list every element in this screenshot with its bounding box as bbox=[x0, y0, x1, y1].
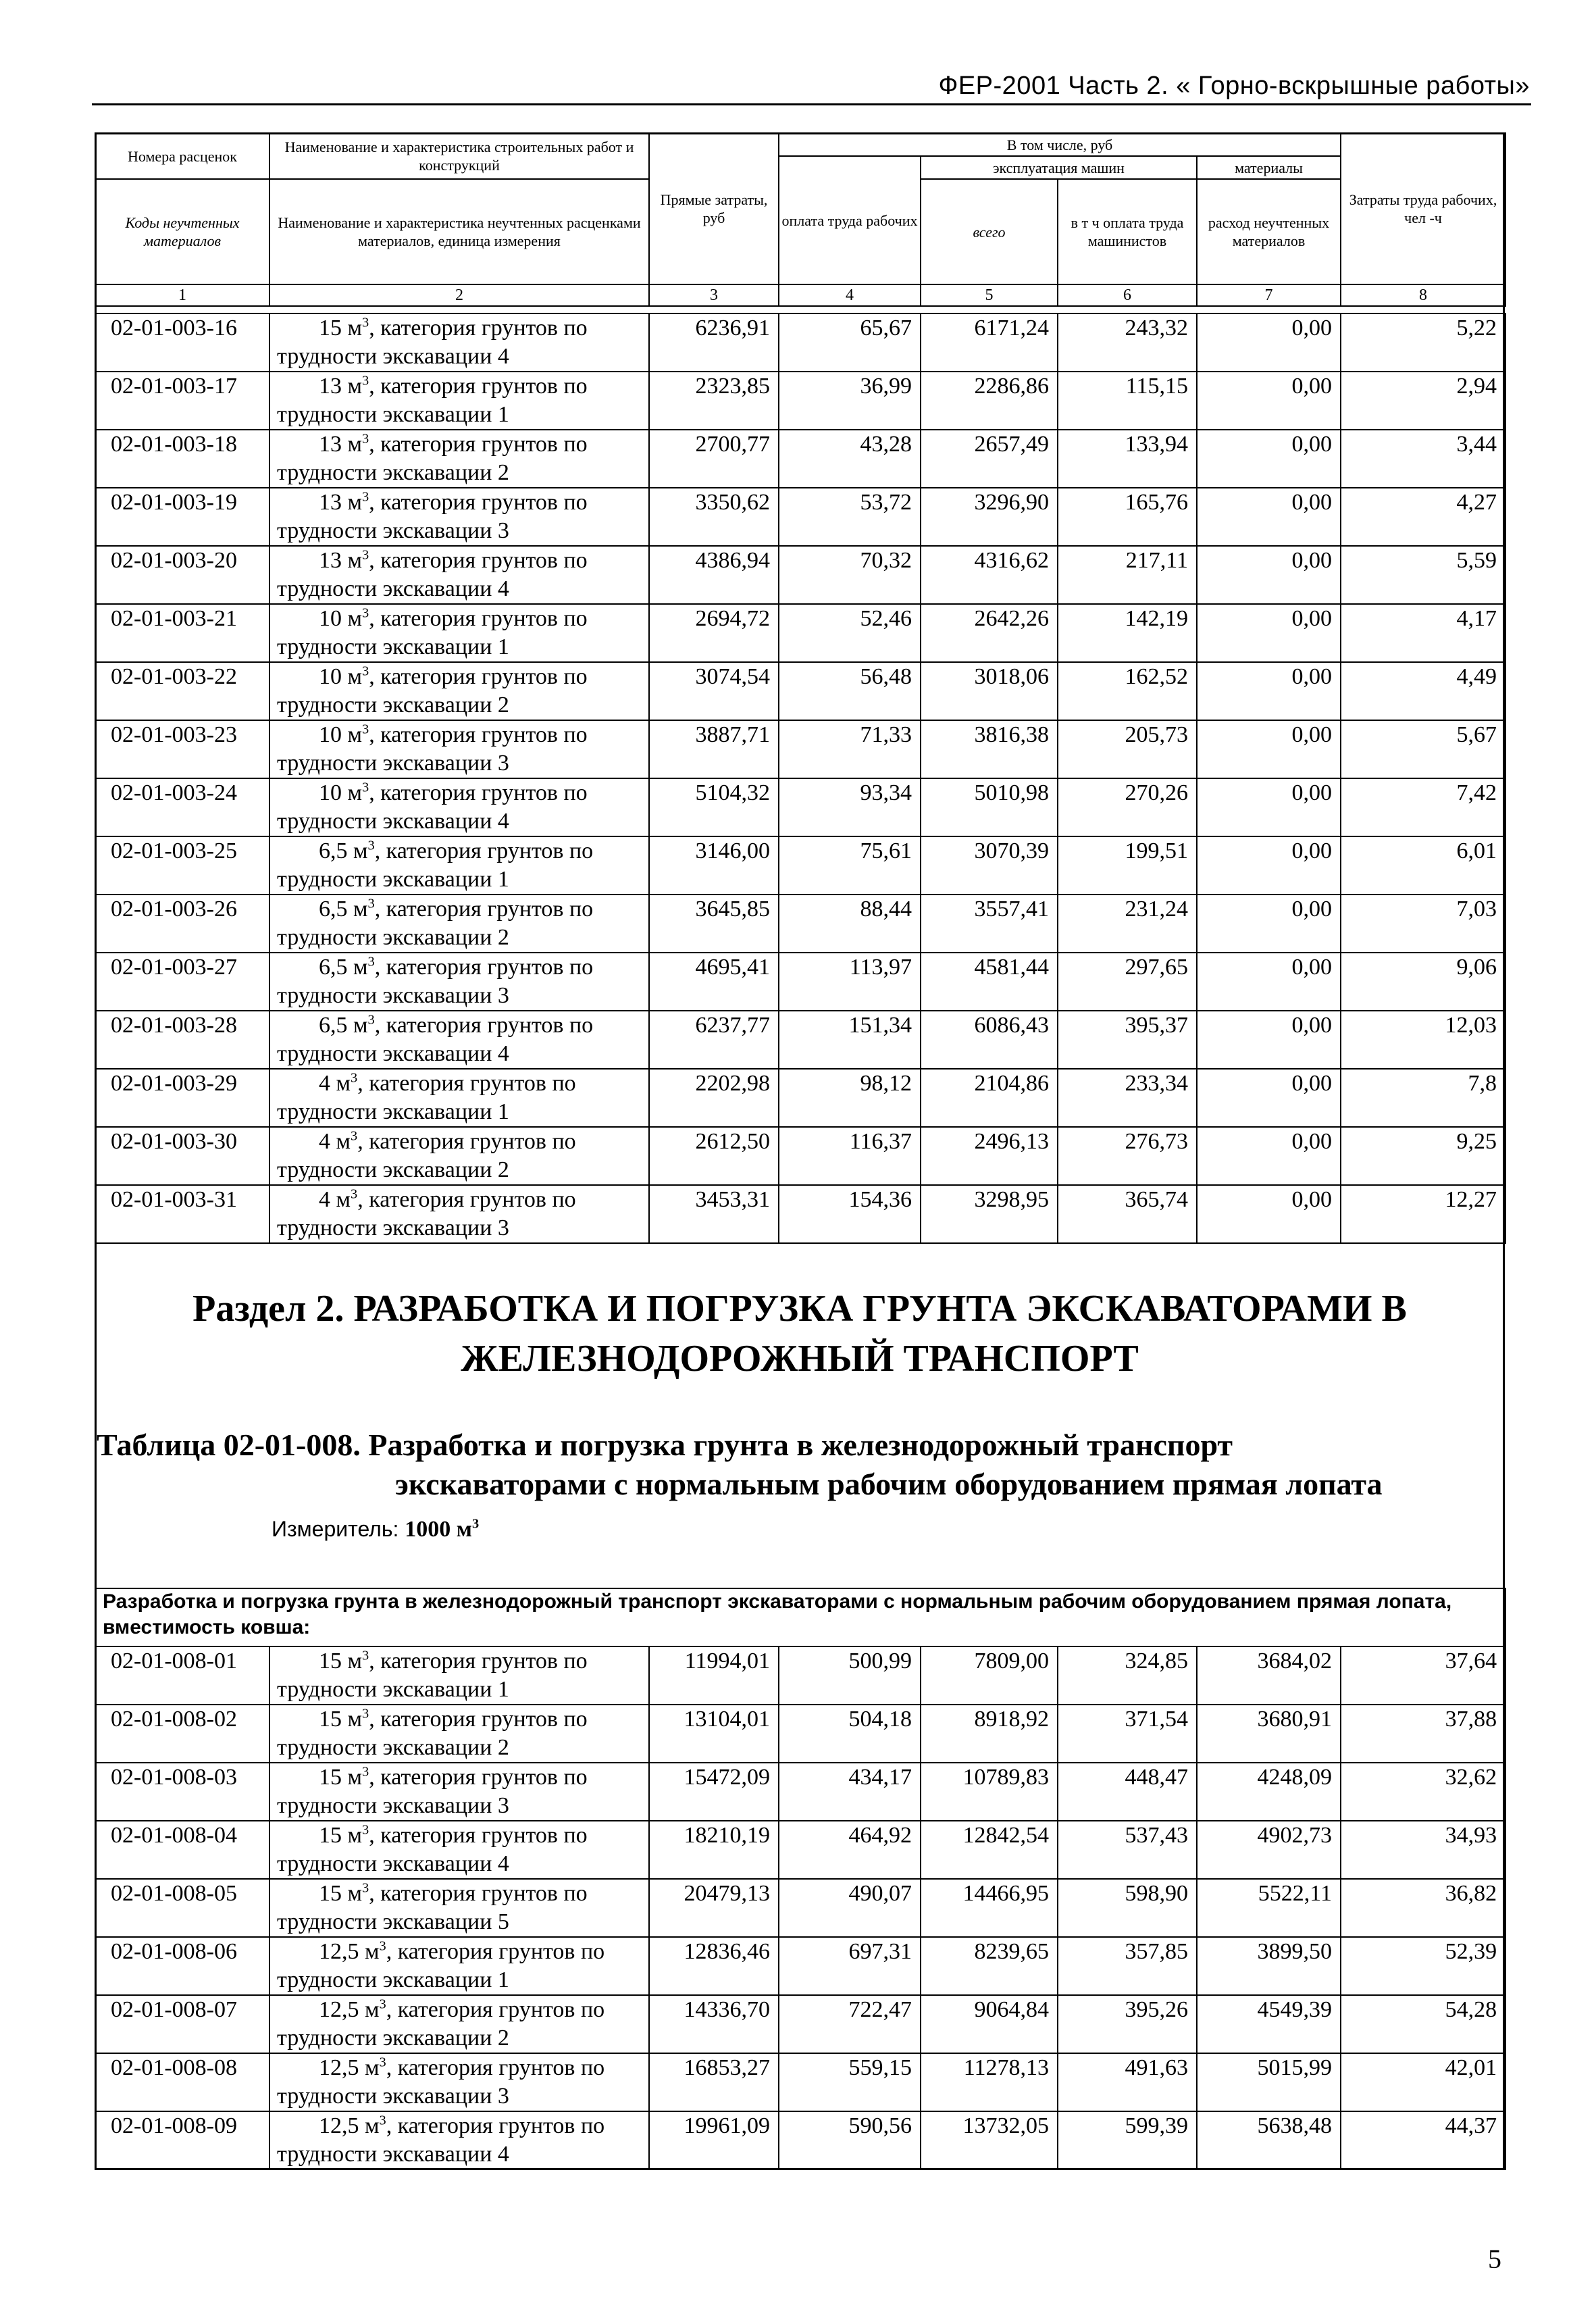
rate-description: 13 $м^3$, категория грунтов по трудности экскавации 1 bbox=[269, 372, 649, 430]
workers-pay-value: 98,12 bbox=[779, 1069, 921, 1127]
header-rates-numbers: Номера расценок bbox=[95, 133, 269, 179]
direct-costs-value: 3350,62 bbox=[649, 488, 779, 546]
table-row bbox=[95, 546, 1505, 604]
materials-value: 0,00 bbox=[1197, 895, 1341, 953]
rate-code: 02-01-008-04 bbox=[95, 1821, 269, 1879]
table-row bbox=[95, 1011, 1505, 1069]
rate-code: 02-01-008-09 bbox=[95, 2111, 269, 2169]
table-row bbox=[95, 1705, 1505, 1763]
column-number: 1 bbox=[95, 284, 269, 306]
materials-value: 0,00 bbox=[1197, 1069, 1341, 1127]
rate-code: 02-01-003-25 bbox=[95, 836, 269, 895]
workers-pay-value: 71,33 bbox=[779, 720, 921, 778]
materials-value: 0,00 bbox=[1197, 953, 1341, 1011]
workers-pay-value: 43,28 bbox=[779, 430, 921, 488]
rate-description: 6,5 $м^3$, категория грунтов по трудности экскавации 3 bbox=[269, 953, 649, 1011]
rate-description: 10 $м^3$, категория грунтов по трудности экскавации 3 bbox=[269, 720, 649, 778]
machines-total-value: 7809,00 bbox=[921, 1646, 1058, 1705]
table-row bbox=[95, 1879, 1505, 1937]
column-number-row bbox=[95, 284, 1505, 306]
workers-pay-value: 490,07 bbox=[779, 1879, 921, 1937]
machines-total-value: 3018,06 bbox=[921, 662, 1058, 720]
operators-pay-value: 395,37 bbox=[1058, 1011, 1197, 1069]
materials-value: 0,00 bbox=[1197, 778, 1341, 836]
operators-pay-value: 165,76 bbox=[1058, 488, 1197, 546]
operators-pay-value: 270,26 bbox=[1058, 778, 1197, 836]
machines-total-value: 12842,54 bbox=[921, 1821, 1058, 1879]
header-rule bbox=[92, 103, 1531, 105]
table-row bbox=[95, 1763, 1505, 1821]
table-row bbox=[95, 1821, 1505, 1879]
rate-description: 10 $м^3$, категория грунтов по трудности экскавации 4 bbox=[269, 778, 649, 836]
labor-value: 4,17 bbox=[1341, 604, 1505, 662]
labor-value: 37,64 bbox=[1341, 1646, 1505, 1705]
operators-pay-value: 365,74 bbox=[1058, 1185, 1197, 1243]
workers-pay-value: 56,48 bbox=[779, 662, 921, 720]
direct-costs-value: 4695,41 bbox=[649, 953, 779, 1011]
materials-value: 0,00 bbox=[1197, 720, 1341, 778]
labor-value: 34,93 bbox=[1341, 1821, 1505, 1879]
rate-description: 10 $м^3$, категория грунтов по трудности экскавации 1 bbox=[269, 604, 649, 662]
table-row bbox=[95, 1127, 1505, 1185]
direct-costs-value: 13104,01 bbox=[649, 1705, 779, 1763]
rate-code: 02-01-003-18 bbox=[95, 430, 269, 488]
rate-code: 02-01-003-31 bbox=[95, 1185, 269, 1243]
header-operators-pay: в т ч оплата труда машинистов bbox=[1058, 179, 1197, 284]
rate-description: 13 $м^3$, категория грунтов по трудности экскавации 2 bbox=[269, 430, 649, 488]
workers-pay-value: 70,32 bbox=[779, 546, 921, 604]
machines-total-value: 2104,86 bbox=[921, 1069, 1058, 1127]
materials-value: 4248,09 bbox=[1197, 1763, 1341, 1821]
table-row bbox=[95, 1937, 1505, 1995]
machines-total-value: 8239,65 bbox=[921, 1937, 1058, 1995]
materials-value: 4902,73 bbox=[1197, 1821, 1341, 1879]
machines-total-value: 2496,13 bbox=[921, 1127, 1058, 1185]
rates-table-008 bbox=[95, 1588, 1506, 2170]
rate-code: 02-01-003-27 bbox=[95, 953, 269, 1011]
rate-code: 02-01-003-24 bbox=[95, 778, 269, 836]
rate-description: 15 $м^3$, категория грунтов по трудности экскавации 5 bbox=[269, 1879, 649, 1937]
materials-value: 4549,39 bbox=[1197, 1995, 1341, 2053]
table-subheading-row bbox=[95, 1588, 1505, 1646]
workers-pay-value: 53,72 bbox=[779, 488, 921, 546]
materials-value: 3899,50 bbox=[1197, 1937, 1341, 1995]
header-pay-workers: оплата труда рабочих bbox=[779, 156, 921, 284]
direct-costs-value: 3453,31 bbox=[649, 1185, 779, 1243]
rate-code: 02-01-008-06 bbox=[95, 1937, 269, 1995]
direct-costs-value: 3146,00 bbox=[649, 836, 779, 895]
column-number: 7 bbox=[1197, 284, 1341, 306]
rate-description: 6,5 $м^3$, категория грунтов по трудности экскавации 4 bbox=[269, 1011, 649, 1069]
machines-total-value: 8918,92 bbox=[921, 1705, 1058, 1763]
materials-value: 3684,02 bbox=[1197, 1646, 1341, 1705]
table-title bbox=[97, 1426, 1501, 1504]
section-heading bbox=[101, 1284, 1498, 1384]
column-header-table bbox=[95, 132, 1506, 307]
rate-description: 12,5 $м^3$, категория грунтов по трудности экскавации 1 bbox=[269, 1937, 649, 1995]
labor-value: 9,06 bbox=[1341, 953, 1505, 1011]
machines-total-value: 3296,90 bbox=[921, 488, 1058, 546]
rate-description: 6,5 $м^3$, категория грунтов по трудности экскавации 1 bbox=[269, 836, 649, 895]
rate-code: 02-01-003-19 bbox=[95, 488, 269, 546]
column-number: 2 bbox=[269, 284, 649, 306]
machines-total-value: 6171,24 bbox=[921, 313, 1058, 372]
labor-value: 5,59 bbox=[1341, 546, 1505, 604]
direct-costs-value: 18210,19 bbox=[649, 1821, 779, 1879]
direct-costs-value: 3887,71 bbox=[649, 720, 779, 778]
header-machines-total: всего bbox=[921, 179, 1058, 284]
materials-value: 0,00 bbox=[1197, 1127, 1341, 1185]
direct-costs-value: 2612,50 bbox=[649, 1127, 779, 1185]
workers-pay-value: 559,15 bbox=[779, 2053, 921, 2111]
workers-pay-value: 697,31 bbox=[779, 1937, 921, 1995]
header-materials: материалы bbox=[1197, 156, 1341, 179]
labor-value: 7,42 bbox=[1341, 778, 1505, 836]
operators-pay-value: 324,85 bbox=[1058, 1646, 1197, 1705]
measure-label: Измеритель: bbox=[272, 1517, 399, 1541]
labor-value: 12,27 bbox=[1341, 1185, 1505, 1243]
rate-description: 12,5 $м^3$, категория грунтов по трудности экскавации 4 bbox=[269, 2111, 649, 2169]
header-material-codes: Коды неучтенных материалов bbox=[95, 179, 269, 284]
machines-total-value: 4316,62 bbox=[921, 546, 1058, 604]
operators-pay-value: 598,90 bbox=[1058, 1879, 1197, 1937]
workers-pay-value: 504,18 bbox=[779, 1705, 921, 1763]
workers-pay-value: 151,34 bbox=[779, 1011, 921, 1069]
operators-pay-value: 276,73 bbox=[1058, 1127, 1197, 1185]
table-row bbox=[95, 604, 1505, 662]
machines-total-value: 10789,83 bbox=[921, 1763, 1058, 1821]
operators-pay-value: 217,11 bbox=[1058, 546, 1197, 604]
operators-pay-value: 297,65 bbox=[1058, 953, 1197, 1011]
rate-description: 15 $м^3$, категория грунтов по трудности экскавации 3 bbox=[269, 1763, 649, 1821]
materials-value: 0,00 bbox=[1197, 662, 1341, 720]
machines-total-value: 2642,26 bbox=[921, 604, 1058, 662]
materials-value: 0,00 bbox=[1197, 430, 1341, 488]
workers-pay-value: 154,36 bbox=[779, 1185, 921, 1243]
machines-total-value: 14466,95 bbox=[921, 1879, 1058, 1937]
operators-pay-value: 162,52 bbox=[1058, 662, 1197, 720]
rate-description: 13 $м^3$, категория грунтов по трудности экскавации 4 bbox=[269, 546, 649, 604]
direct-costs-value: 15472,09 bbox=[649, 1763, 779, 1821]
direct-costs-value: 3074,54 bbox=[649, 662, 779, 720]
page-number: 5 bbox=[1488, 2244, 1501, 2274]
labor-value: 7,8 bbox=[1341, 1069, 1505, 1127]
direct-costs-value: 12836,46 bbox=[649, 1937, 779, 1995]
direct-costs-value: 6236,91 bbox=[649, 313, 779, 372]
materials-value: 0,00 bbox=[1197, 372, 1341, 430]
labor-value: 52,39 bbox=[1341, 1937, 1505, 1995]
machines-total-value: 9064,84 bbox=[921, 1995, 1058, 2053]
rate-description: 4 $м^3$, категория грунтов по трудности экскавации 2 bbox=[269, 1127, 649, 1185]
machines-total-value: 3816,38 bbox=[921, 720, 1058, 778]
document-header-title: ФЕР-2001 Часть 2. « Горно-вскрышные работы» bbox=[938, 72, 1530, 100]
table-row bbox=[95, 488, 1505, 546]
table-row bbox=[95, 2053, 1505, 2111]
rate-description: 15 $м^3$, категория грунтов по трудности экскавации 2 bbox=[269, 1705, 649, 1763]
table-row bbox=[95, 1995, 1505, 2053]
workers-pay-value: 590,56 bbox=[779, 2111, 921, 2169]
materials-value: 0,00 bbox=[1197, 836, 1341, 895]
labor-value: 7,03 bbox=[1341, 895, 1505, 953]
rate-description: 15 $м^3$, категория грунтов по трудности экскавации 4 bbox=[269, 313, 649, 372]
table-row bbox=[95, 1185, 1505, 1243]
rate-code: 02-01-003-16 bbox=[95, 313, 269, 372]
materials-value: 0,00 bbox=[1197, 546, 1341, 604]
materials-value: 5522,11 bbox=[1197, 1879, 1341, 1937]
rate-code: 02-01-003-20 bbox=[95, 546, 269, 604]
workers-pay-value: 93,34 bbox=[779, 778, 921, 836]
table-subheading: Разработка и погрузка грунта в железнодорожный транспорт экскаваторами с нормальным рабочим оборудованием прямая лопата, вместимость ковша: bbox=[95, 1588, 1505, 1646]
operators-pay-value: 395,26 bbox=[1058, 1995, 1197, 2053]
direct-costs-value: 19961,09 bbox=[649, 2111, 779, 2169]
column-number: 4 bbox=[779, 284, 921, 306]
direct-costs-value: 5104,32 bbox=[649, 778, 779, 836]
workers-pay-value: 113,97 bbox=[779, 953, 921, 1011]
machines-total-value: 3557,41 bbox=[921, 895, 1058, 953]
direct-costs-value: 6237,77 bbox=[649, 1011, 779, 1069]
direct-costs-value: 3645,85 bbox=[649, 895, 779, 953]
rate-description: 15 $м^3$, категория грунтов по трудности экскавации 4 bbox=[269, 1821, 649, 1879]
operators-pay-value: 133,94 bbox=[1058, 430, 1197, 488]
rate-code: 02-01-008-02 bbox=[95, 1705, 269, 1763]
rate-code: 02-01-003-23 bbox=[95, 720, 269, 778]
materials-value: 3680,91 bbox=[1197, 1705, 1341, 1763]
table-row bbox=[95, 778, 1505, 836]
labor-value: 2,94 bbox=[1341, 372, 1505, 430]
table-row bbox=[95, 2111, 1505, 2169]
header-machines: эксплуатация машин bbox=[921, 156, 1197, 179]
materials-value: 0,00 bbox=[1197, 604, 1341, 662]
labor-value: 42,01 bbox=[1341, 2053, 1505, 2111]
column-number: 3 bbox=[649, 284, 779, 306]
rate-code: 02-01-003-28 bbox=[95, 1011, 269, 1069]
labor-value: 12,03 bbox=[1341, 1011, 1505, 1069]
machines-total-value: 11278,13 bbox=[921, 2053, 1058, 2111]
labor-value: 54,28 bbox=[1341, 1995, 1505, 2053]
labor-value: 4,49 bbox=[1341, 662, 1505, 720]
workers-pay-value: 88,44 bbox=[779, 895, 921, 953]
header-unaccounted-materials: расход неучтенных материалов bbox=[1197, 179, 1341, 284]
operators-pay-value: 142,19 bbox=[1058, 604, 1197, 662]
materials-value: 5015,99 bbox=[1197, 2053, 1341, 2111]
column-number: 5 bbox=[921, 284, 1058, 306]
header-labor-costs: Затраты труда рабочих, чел -ч bbox=[1341, 133, 1505, 284]
table-row bbox=[95, 1646, 1505, 1705]
section-heading-line: Раздел 2. РАЗРАБОТКА И ПОГРУЗКА ГРУНТА ЭКСКАВАТОРАМИ В bbox=[192, 1288, 1407, 1330]
operators-pay-value: 205,73 bbox=[1058, 720, 1197, 778]
operators-pay-value: 448,47 bbox=[1058, 1763, 1197, 1821]
header-material-names: Наименование и характеристика неучтенных расценками материалов, единица измерения bbox=[269, 179, 649, 284]
operators-pay-value: 491,63 bbox=[1058, 2053, 1197, 2111]
materials-value: 0,00 bbox=[1197, 1185, 1341, 1243]
workers-pay-value: 434,17 bbox=[779, 1763, 921, 1821]
column-number: 8 bbox=[1341, 284, 1505, 306]
labor-value: 32,62 bbox=[1341, 1763, 1505, 1821]
header-including-group: В том числе, руб bbox=[779, 133, 1341, 156]
workers-pay-value: 65,67 bbox=[779, 313, 921, 372]
labor-value: 9,25 bbox=[1341, 1127, 1505, 1185]
direct-costs-value: 11994,01 bbox=[649, 1646, 779, 1705]
rate-description: 12,5 $м^3$, категория грунтов по трудности экскавации 2 bbox=[269, 1995, 649, 2053]
rate-code: 02-01-008-03 bbox=[95, 1763, 269, 1821]
table-row bbox=[95, 430, 1505, 488]
labor-value: 4,27 bbox=[1341, 488, 1505, 546]
machines-total-value: 3298,95 bbox=[921, 1185, 1058, 1243]
direct-costs-value: 4386,94 bbox=[649, 546, 779, 604]
table-row bbox=[95, 720, 1505, 778]
workers-pay-value: 722,47 bbox=[779, 1995, 921, 2053]
operators-pay-value: 371,54 bbox=[1058, 1705, 1197, 1763]
labor-value: 44,37 bbox=[1341, 2111, 1505, 2169]
operators-pay-value: 599,39 bbox=[1058, 2111, 1197, 2169]
table-row bbox=[95, 836, 1505, 895]
rates-table-003 bbox=[95, 313, 1506, 1244]
table-row bbox=[95, 372, 1505, 430]
table-row bbox=[95, 895, 1505, 953]
rate-code: 02-01-003-29 bbox=[95, 1069, 269, 1127]
operators-pay-value: 231,24 bbox=[1058, 895, 1197, 953]
section-heading-line: ЖЕЛЕЗНОДОРОЖНЫЙ ТРАНСПОРТ bbox=[461, 1338, 1139, 1380]
machines-total-value: 3070,39 bbox=[921, 836, 1058, 895]
rate-code: 02-01-003-30 bbox=[95, 1127, 269, 1185]
table-title-line: Таблица 02-01-008. Разработка и погрузка грунта в железнодорожный транспорт bbox=[97, 1428, 1233, 1462]
rate-code: 02-01-003-26 bbox=[95, 895, 269, 953]
materials-value: 0,00 bbox=[1197, 313, 1341, 372]
workers-pay-value: 464,92 bbox=[779, 1821, 921, 1879]
operators-pay-value: 115,15 bbox=[1058, 372, 1197, 430]
direct-costs-value: 2700,77 bbox=[649, 430, 779, 488]
materials-value: 5638,48 bbox=[1197, 2111, 1341, 2169]
machines-total-value: 2286,86 bbox=[921, 372, 1058, 430]
column-number: 6 bbox=[1058, 284, 1197, 306]
rate-description: 15 $м^3$, категория грунтов по трудности экскавации 1 bbox=[269, 1646, 649, 1705]
machines-total-value: 2657,49 bbox=[921, 430, 1058, 488]
materials-value: 0,00 bbox=[1197, 488, 1341, 546]
rate-description: 4 $м^3$, категория грунтов по трудности экскавации 3 bbox=[269, 1185, 649, 1243]
rate-description: 4 $м^3$, категория грунтов по трудности экскавации 1 bbox=[269, 1069, 649, 1127]
direct-costs-value: 16853,27 bbox=[649, 2053, 779, 2111]
header-work-name: Наименование и характеристика строительных работ и конструкций bbox=[269, 133, 649, 179]
machines-total-value: 5010,98 bbox=[921, 778, 1058, 836]
rate-code: 02-01-003-22 bbox=[95, 662, 269, 720]
rate-code: 02-01-008-05 bbox=[95, 1879, 269, 1937]
labor-value: 5,22 bbox=[1341, 313, 1505, 372]
materials-value: 0,00 bbox=[1197, 1011, 1341, 1069]
direct-costs-value: 2202,98 bbox=[649, 1069, 779, 1127]
workers-pay-value: 116,37 bbox=[779, 1127, 921, 1185]
measure-unit bbox=[272, 1517, 479, 1542]
workers-pay-value: 500,99 bbox=[779, 1646, 921, 1705]
workers-pay-value: 36,99 bbox=[779, 372, 921, 430]
operators-pay-value: 199,51 bbox=[1058, 836, 1197, 895]
direct-costs-value: 14336,70 bbox=[649, 1995, 779, 2053]
rate-description: 12,5 $м^3$, категория грунтов по трудности экскавации 3 bbox=[269, 2053, 649, 2111]
operators-pay-value: 233,34 bbox=[1058, 1069, 1197, 1127]
rate-description: 13 $м^3$, категория грунтов по трудности экскавации 3 bbox=[269, 488, 649, 546]
workers-pay-value: 52,46 bbox=[779, 604, 921, 662]
operators-pay-value: 243,32 bbox=[1058, 313, 1197, 372]
rate-code: 02-01-008-07 bbox=[95, 1995, 269, 2053]
rate-code: 02-01-008-08 bbox=[95, 2053, 269, 2111]
direct-costs-value: 20479,13 bbox=[649, 1879, 779, 1937]
operators-pay-value: 537,43 bbox=[1058, 1821, 1197, 1879]
rate-code: 02-01-003-17 bbox=[95, 372, 269, 430]
measure-value: 1000 $м^3$ bbox=[405, 1516, 480, 1542]
table-title-line: экскаваторами с нормальным рабочим оборудованием прямая лопата bbox=[395, 1467, 1383, 1501]
header-direct-costs: Прямые затраты, руб bbox=[649, 133, 779, 284]
workers-pay-value: 75,61 bbox=[779, 836, 921, 895]
table-row bbox=[95, 662, 1505, 720]
labor-value: 3,44 bbox=[1341, 430, 1505, 488]
machines-total-value: 13732,05 bbox=[921, 2111, 1058, 2169]
direct-costs-value: 2694,72 bbox=[649, 604, 779, 662]
table-row bbox=[95, 1069, 1505, 1127]
operators-pay-value: 357,85 bbox=[1058, 1937, 1197, 1995]
labor-value: 6,01 bbox=[1341, 836, 1505, 895]
machines-total-value: 6086,43 bbox=[921, 1011, 1058, 1069]
labor-value: 5,67 bbox=[1341, 720, 1505, 778]
direct-costs-value: 2323,85 bbox=[649, 372, 779, 430]
labor-value: 36,82 bbox=[1341, 1879, 1505, 1937]
labor-value: 37,88 bbox=[1341, 1705, 1505, 1763]
rate-description: 6,5 $м^3$, категория грунтов по трудности экскавации 2 bbox=[269, 895, 649, 953]
rate-description: 10 $м^3$, категория грунтов по трудности экскавации 2 bbox=[269, 662, 649, 720]
rate-code: 02-01-003-21 bbox=[95, 604, 269, 662]
table-row bbox=[95, 953, 1505, 1011]
rate-code: 02-01-008-01 bbox=[95, 1646, 269, 1705]
table-row bbox=[95, 313, 1505, 372]
machines-total-value: 4581,44 bbox=[921, 953, 1058, 1011]
